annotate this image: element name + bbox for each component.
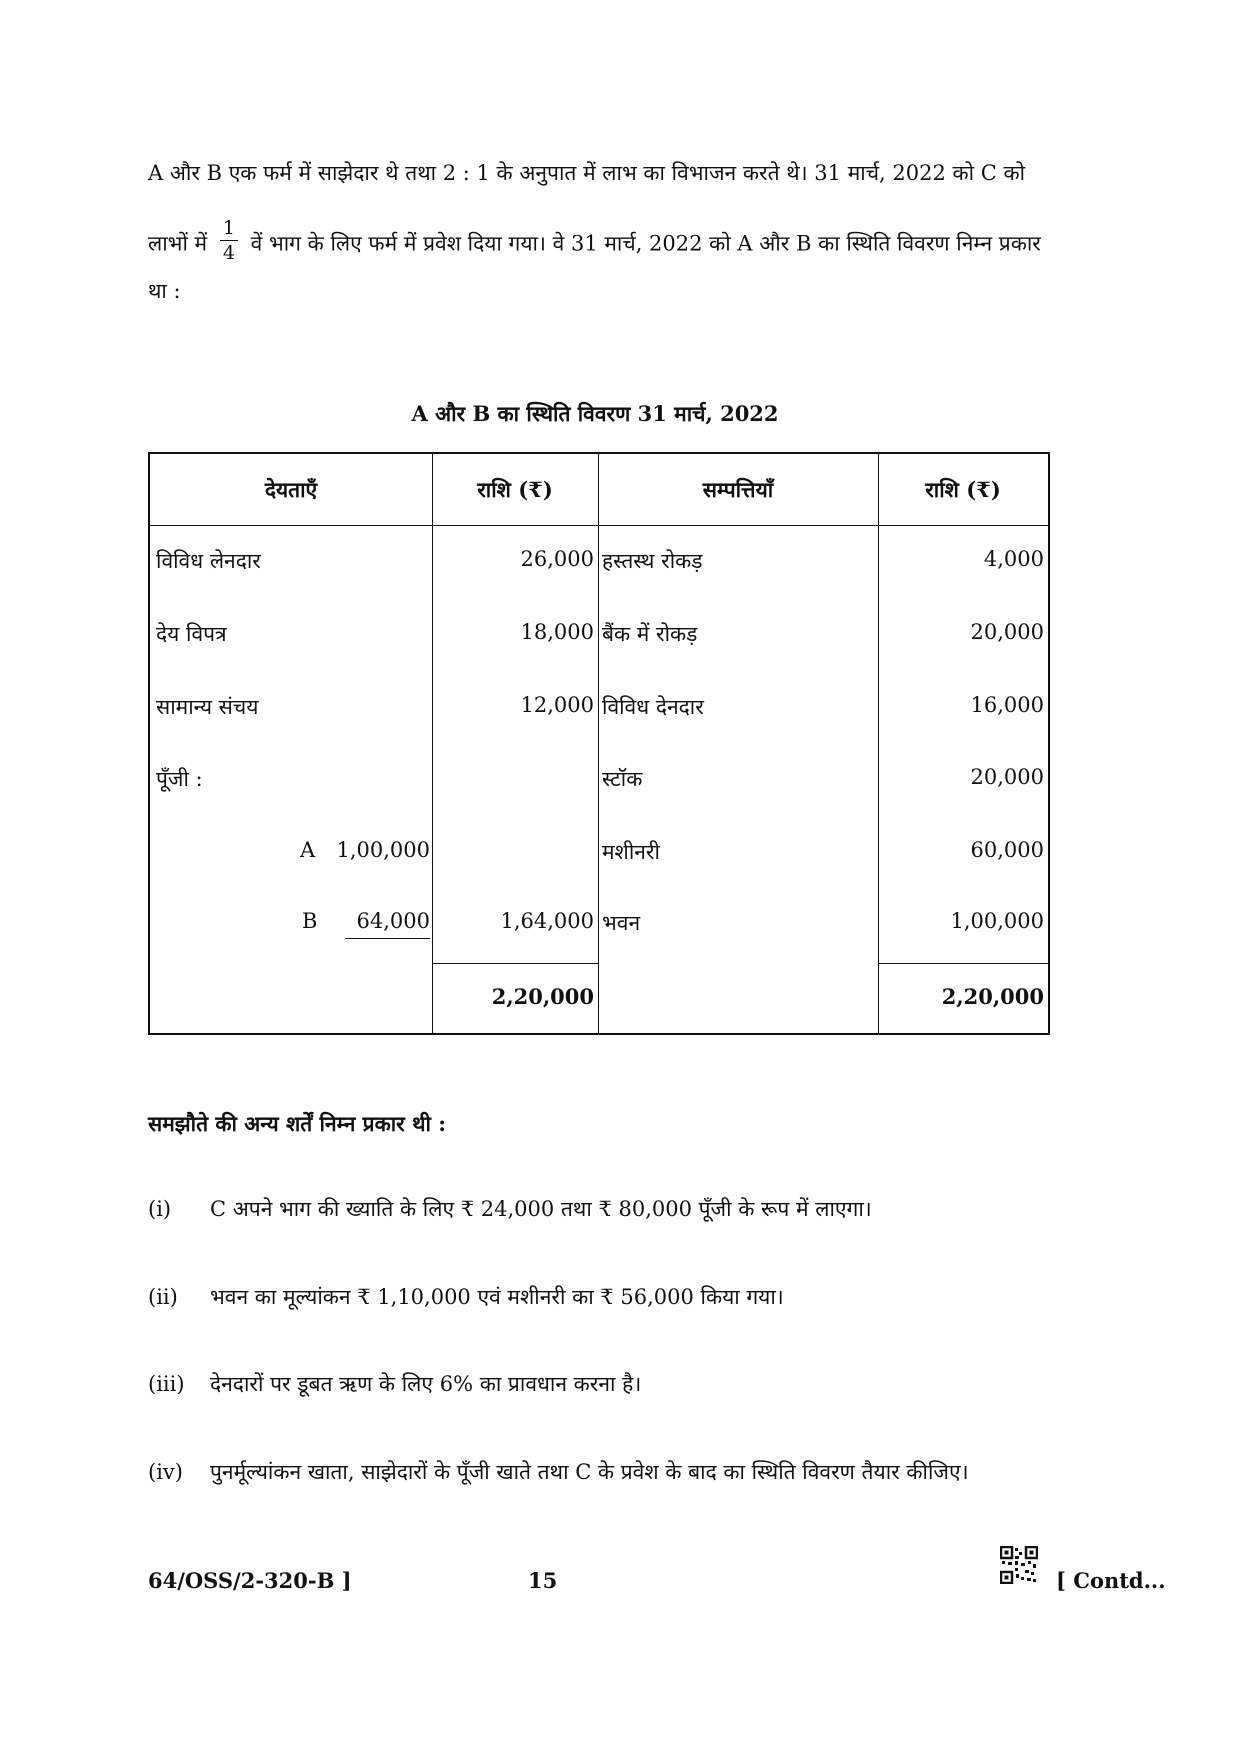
liability-amount: 12,000: [520, 693, 594, 717]
term-number: (iv): [148, 1460, 183, 1484]
term-text: C अपने भाग की ख्याति के लिए ₹ 24,000 तथा ₹ 80,000 पूँजी के रूप में लाएगा।: [210, 1197, 872, 1221]
asset-label: बैंक में रोकड़: [602, 622, 698, 646]
liability-label: सामान्य संचय: [156, 695, 259, 719]
term-number: (ii): [148, 1285, 178, 1309]
capital-partner-value: 64,000: [356, 909, 430, 933]
term-item: [148, 1458, 969, 1486]
asset-amount: 16,000: [970, 693, 1044, 717]
header-divider: [150, 525, 1048, 526]
intro-line-2-pre: लाभों में: [148, 231, 208, 256]
asset-label: हस्तस्थ रोकड़: [602, 549, 703, 573]
column-divider: [598, 454, 599, 1033]
total-rule-assets: [878, 963, 1048, 964]
total-liabilities: 2,20,000: [491, 984, 594, 1009]
balance-sheet-title: A और B का स्थिति विवरण 31 मार्च, 2022: [411, 401, 779, 426]
capital-label: पूँजी :: [156, 767, 203, 791]
capital-total: 1,64,000: [500, 909, 594, 933]
liability-label: विविध लेनदार: [156, 549, 261, 573]
page-number: 15: [528, 1568, 558, 1593]
term-text: देनदारों पर डूबत ऋण के लिए 6% का प्रावधान करना है।: [210, 1372, 642, 1396]
intro-line-2: [148, 217, 1041, 267]
intro-line-3: था :: [148, 279, 181, 303]
capital-underline: [345, 938, 430, 939]
terms-title: समझौते की अन्य शर्तें निम्न प्रकार थी :: [148, 1111, 446, 1136]
header-amount-assets: राशि (₹): [925, 477, 1001, 502]
asset-label: भवन: [602, 911, 641, 935]
continued-label: [ Contd...: [1056, 1568, 1166, 1593]
column-divider: [878, 454, 879, 1033]
term-item: [148, 1283, 784, 1311]
total-assets: 2,20,000: [941, 984, 1044, 1009]
term-number: (iii): [148, 1372, 185, 1396]
term-text: पुनर्मूल्यांकन खाता, साझेदारों के पूँजी खाते तथा C के प्रवेश के बाद का स्थिति विवरण तैयार कीजिए।: [210, 1460, 969, 1484]
capital-partner-name: A: [300, 838, 316, 862]
asset-amount: 20,000: [970, 620, 1044, 644]
asset-amount: 20,000: [970, 765, 1044, 789]
asset-label: विविध देनदार: [602, 695, 704, 719]
capital-partner-name: B: [302, 909, 318, 933]
paper-code: 64/OSS/2-320-B ]: [148, 1568, 352, 1593]
term-item: [148, 1195, 872, 1223]
balance-sheet-table: [148, 452, 1050, 1035]
header-assets: सम्पत्तियाँ: [702, 477, 774, 502]
asset-amount: 60,000: [970, 838, 1044, 862]
term-text: भवन का मूल्यांकन ₹ 1,10,000 एवं मशीनरी का ₹ 56,000 किया गया।: [210, 1285, 784, 1309]
header-liabilities: देयताएँ: [264, 477, 318, 502]
fraction-one-fourth: [220, 219, 238, 263]
capital-partner-value: 1,00,000: [336, 838, 430, 862]
intro-line-2-post: वें भाग के लिए फर्म में प्रवेश दिया गया। वे 31 मार्च, 2022 को A और B का स्थिति विवरण निम्न प्रकार: [250, 231, 1041, 256]
term-number: (i): [148, 1197, 172, 1221]
asset-label: स्टॉक: [602, 767, 643, 791]
header-amount-liabilities: राशि (₹): [477, 477, 553, 502]
asset-amount: 1,00,000: [950, 909, 1044, 933]
fraction-denominator: 4: [222, 242, 235, 264]
asset-label: मशीनरी: [602, 840, 660, 864]
fraction-numerator: 1: [220, 219, 238, 241]
column-divider: [432, 454, 433, 1033]
liability-amount: 26,000: [520, 547, 594, 571]
liability-amount: 18,000: [520, 620, 594, 644]
term-item: [148, 1370, 641, 1398]
liability-label: देय विपत्र: [156, 622, 227, 646]
asset-amount: 4,000: [983, 547, 1044, 571]
total-rule-liabilities: [432, 963, 598, 964]
intro-line-1: A और B एक फर्म में साझेदार थे तथा 2 : 1 के अनुपात में लाभ का विभाजन करते थे। 31 मार्च, 2022 को C को: [148, 161, 1026, 185]
qr-code-icon: [1000, 1546, 1038, 1584]
